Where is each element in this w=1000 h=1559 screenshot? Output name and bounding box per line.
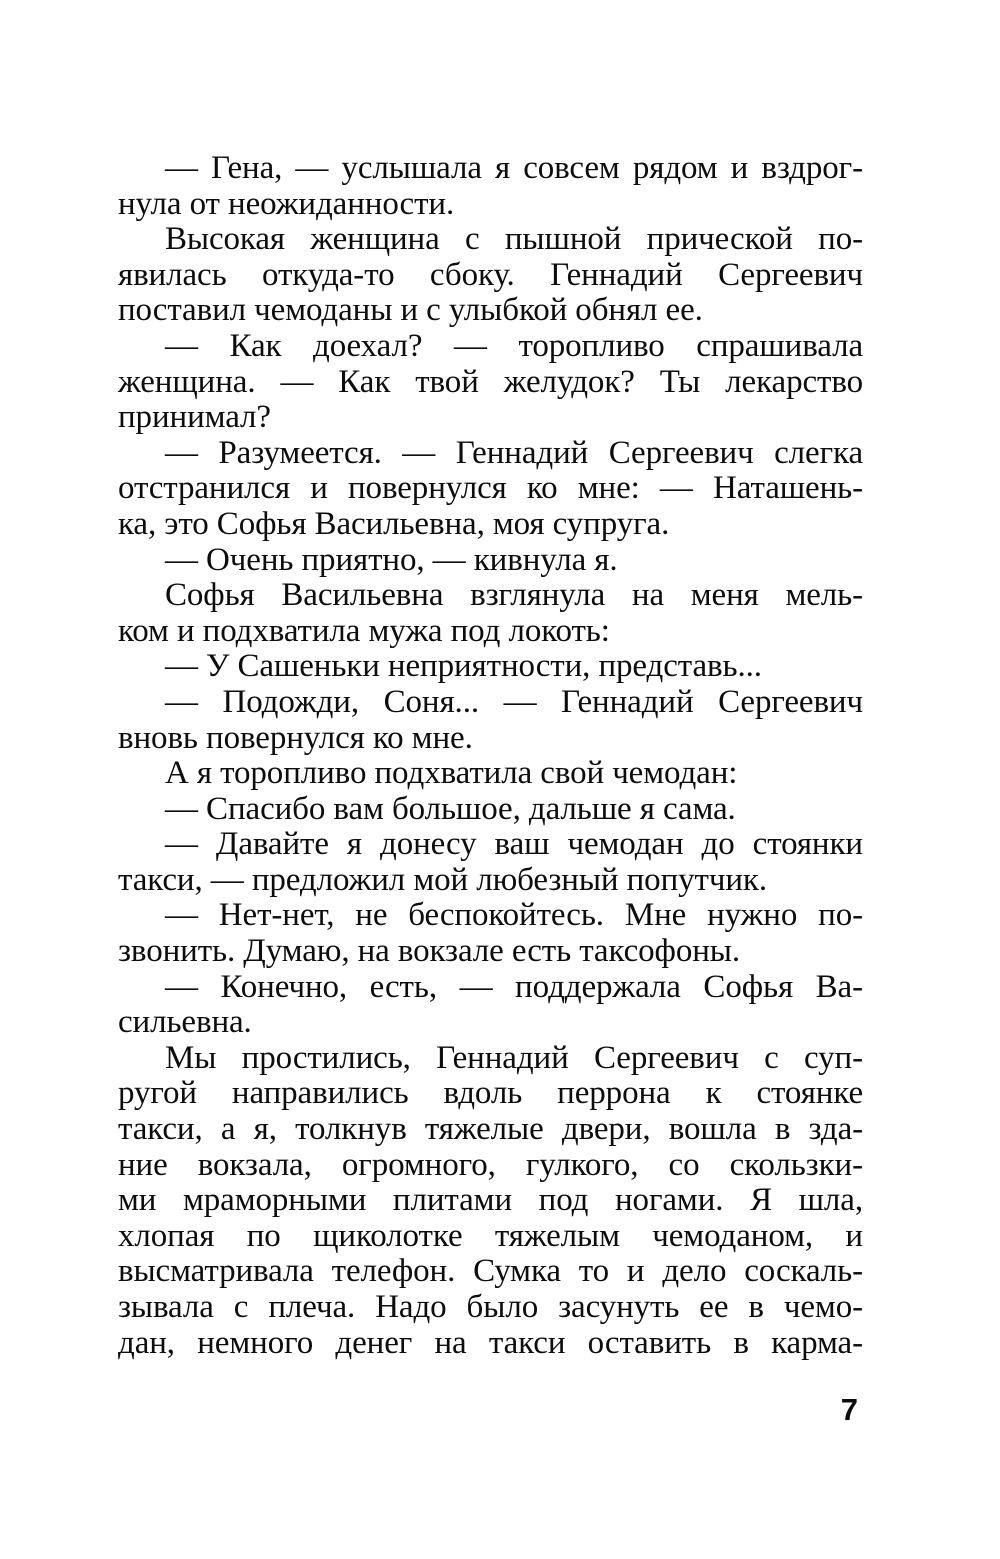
text-line: — Давайте я донесу ваш чемодан до стоянки (165, 826, 863, 863)
text-line: ка, это Софья Васильевна, моя супруга. (118, 505, 670, 542)
page-number: 7 (840, 1392, 858, 1427)
text-line: — Нет-нет, не беспокойтесь. Мне нужно по- (165, 897, 863, 934)
text-line: ми мраморными плитами под ногами. Я шла, (118, 1182, 863, 1219)
text-line: нула от неожиданности. (118, 185, 455, 222)
text-line: ние вокзала, огромного, гулкого, со скользки- (118, 1146, 863, 1183)
text-line: — Конечно, есть, — поддержала Софья Ва- (165, 968, 863, 1005)
text-line: ком и подхватила мужа под локоть: (118, 612, 610, 649)
text-line: явилась откуда-то сбоку. Геннадий Сергеевич (118, 256, 863, 293)
text-line: — У Сашеньки неприятности, представь... (165, 648, 762, 685)
text-line: — Очень приятно, — кивнула я. (165, 541, 618, 578)
text-line: такси, а я, толкнув тяжелые двери, вошла в зда- (118, 1111, 863, 1148)
text-line: ругой направились вдоль перрона к стоянке (118, 1075, 863, 1112)
text-line: Высокая женщина с пышной прической по- (165, 221, 863, 258)
text-line: — Гена, — услышала я совсем рядом и вздрог- (165, 150, 863, 186)
text-line: женщина. — Как твой желудок? Ты лекарство (118, 363, 863, 400)
text-line: — Разумеется. — Геннадий Сергеевич слегка (165, 434, 863, 471)
text-line: поставил чемоданы и с улыбкой обнял ее. (118, 292, 703, 329)
text-line: хлопая по щиколотке тяжелым чемоданом, и (118, 1217, 863, 1254)
page-text-block (118, 151, 863, 1361)
text-line: — Спасибо вам большое, дальше я сама. (165, 790, 736, 827)
text-line: звонить. Думаю, на вокзале есть таксофоны. (118, 933, 740, 970)
text-line: такси, — предложил мой любезный попутчик. (118, 861, 768, 898)
text-line: вновь повернулся ко мне. (118, 719, 473, 756)
text-line: зывала с плеча. Надо было засунуть ее в чемо- (118, 1289, 863, 1325)
text-line: отстранился и повернулся ко мне: — Наташень- (118, 470, 863, 507)
text-line: принимал? (118, 399, 271, 436)
text-line: высматривала телефон. Сумка то и дело соскаль- (118, 1253, 863, 1290)
text-line: Софья Васильевна взглянула на меня мель- (165, 577, 863, 614)
text-line: — Как доехал? — торопливо спрашивала (165, 327, 863, 364)
text-line: — Подожди, Соня... — Геннадий Сергеевич (165, 683, 863, 720)
text-line: дан, немного денег на такси оставить в карма- (118, 1324, 863, 1361)
text-line: Мы простились, Геннадий Сергеевич с суп- (165, 1039, 863, 1076)
text-line: А я торопливо подхватила свой чемодан: (165, 755, 738, 792)
text-line: сильевна. (118, 1004, 252, 1041)
